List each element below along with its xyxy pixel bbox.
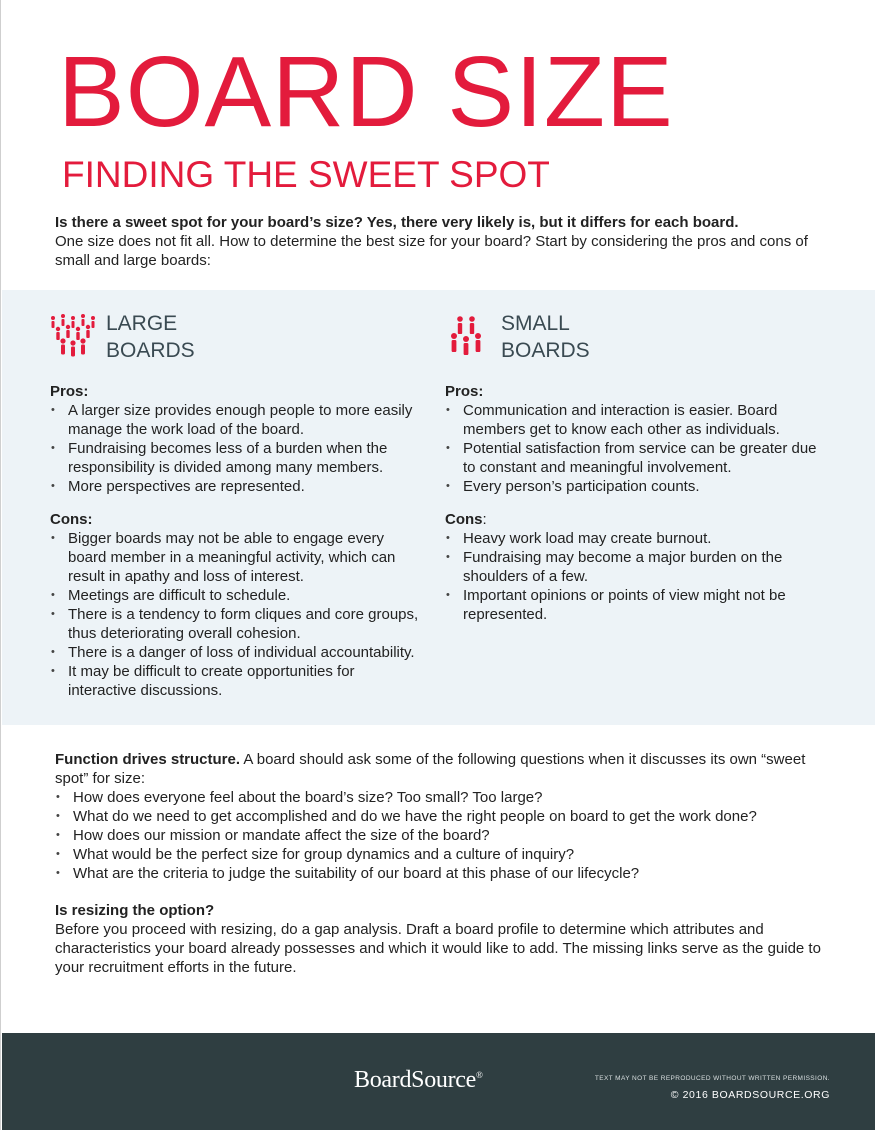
intro-lead: Is there a sweet spot for your board’s size? Yes, there very likely is, but it differs for each board. [55, 214, 739, 231]
small-boards-title: SMALL BOARDS [501, 312, 590, 362]
intro-body: One size does not fit all. How to determine the best size for your board? Start by considering the pros and cons of small and large boards: [55, 233, 808, 269]
group-of-many-people-icon [50, 312, 100, 358]
large-boards-column [50, 310, 420, 700]
list-item: • A larger size provides enough people to more easily manage the work load of the board. [50, 401, 420, 439]
list-item: • What would be the perfect size for group dynamics and a culture of inquiry? [55, 845, 835, 864]
list-item: • There is a danger of loss of individual accountability. [50, 643, 420, 662]
list-item: • What are the criteria to judge the suitability of our board at this phase of our lifecycle? [55, 864, 835, 883]
resizing-body: Before you proceed with resizing, do a gap analysis. Draft a board profile to determine which attributes and characteristics your board already possesses and which it would like to add. The missing links serve as the guide to your recruitment efforts in the future. [55, 921, 821, 976]
comparison-panel [2, 290, 875, 725]
large-pros-label: Pros: [50, 383, 89, 400]
resizing-section [55, 901, 835, 977]
list-item: • Fundraising may become a major burden on the shoulders of a few. [445, 548, 825, 586]
function-section [55, 750, 835, 883]
list-item: • Important opinions or points of view might not be represented. [445, 586, 825, 624]
large-cons-list [50, 529, 420, 700]
page-subtitle: FINDING THE SWEET SPOT [62, 154, 550, 195]
large-pros-list [50, 401, 420, 496]
list-item: • Heavy work load may create burnout. [445, 529, 825, 548]
small-boards-header [445, 310, 825, 370]
list-item: • There is a tendency to form cliques and core groups, thus deteriorating overall cohesion. [50, 605, 420, 643]
small-pros-list [445, 401, 825, 496]
function-lead: Function drives structure. [55, 751, 241, 768]
resizing-heading: Is resizing the option? [55, 902, 215, 919]
page-title: BOARD SIZE [58, 36, 674, 148]
logo-text: BoardSource [354, 1067, 476, 1093]
copyright-text: © 2016 BOARDSOURCE.ORG [670, 1089, 830, 1101]
small-pros-label: Pros: [445, 383, 484, 400]
list-item: • What do we need to get accomplished and do we have the right people on board to get the work done? [55, 807, 835, 826]
large-cons-label: Cons: [50, 511, 93, 528]
list-item: • How does our mission or mandate affect the size of the board? [55, 826, 835, 845]
list-item: • How does everyone feel about the board’s size? Too small? Too large? [55, 788, 835, 807]
function-body: A board should ask some of the following questions when it discusses its own “sweet spot” for size: [55, 751, 806, 787]
list-item: • Communication and interaction is easier. Board members get to know each other as individuals. [445, 401, 825, 439]
intro-paragraph [55, 213, 835, 270]
large-boards-header [50, 310, 420, 370]
list-item: • It may be difficult to create opportunities for interactive discussions. [50, 662, 420, 700]
small-cons-label [445, 510, 825, 529]
list-item: • Every person’s participation counts. [445, 477, 825, 496]
small-cons-label-text: Cons [445, 511, 483, 528]
reproduction-notice: TEXT MAY NOT BE REPRODUCED WITHOUT WRITTEN PERMISSION. [594, 1075, 830, 1082]
boardsource-logo [354, 1067, 483, 1094]
list-item: • More perspectives are represented. [50, 477, 420, 496]
page-edge [0, 0, 1, 1130]
group-of-few-people-icon [445, 312, 491, 358]
list-item: • Bigger boards may not be able to engage every board member in a meaningful activity, which can result in apathy and loss of interest. [50, 529, 420, 586]
list-item: • Meetings are difficult to schedule. [50, 586, 420, 605]
footer [2, 1033, 875, 1130]
large-boards-title: LARGE BOARDS [106, 312, 195, 362]
small-cons-label-colon: : [482, 511, 487, 528]
list-item: • Potential satisfaction from service can be greater due to constant and meaningful involvement. [445, 439, 825, 477]
function-intro [55, 750, 835, 788]
list-item: • Fundraising becomes less of a burden when the responsibility is divided among many members. [50, 439, 420, 477]
function-questions-list [55, 788, 835, 883]
small-cons-list [445, 529, 825, 624]
small-boards-column [445, 310, 825, 624]
registered-mark: ® [476, 1070, 483, 1080]
